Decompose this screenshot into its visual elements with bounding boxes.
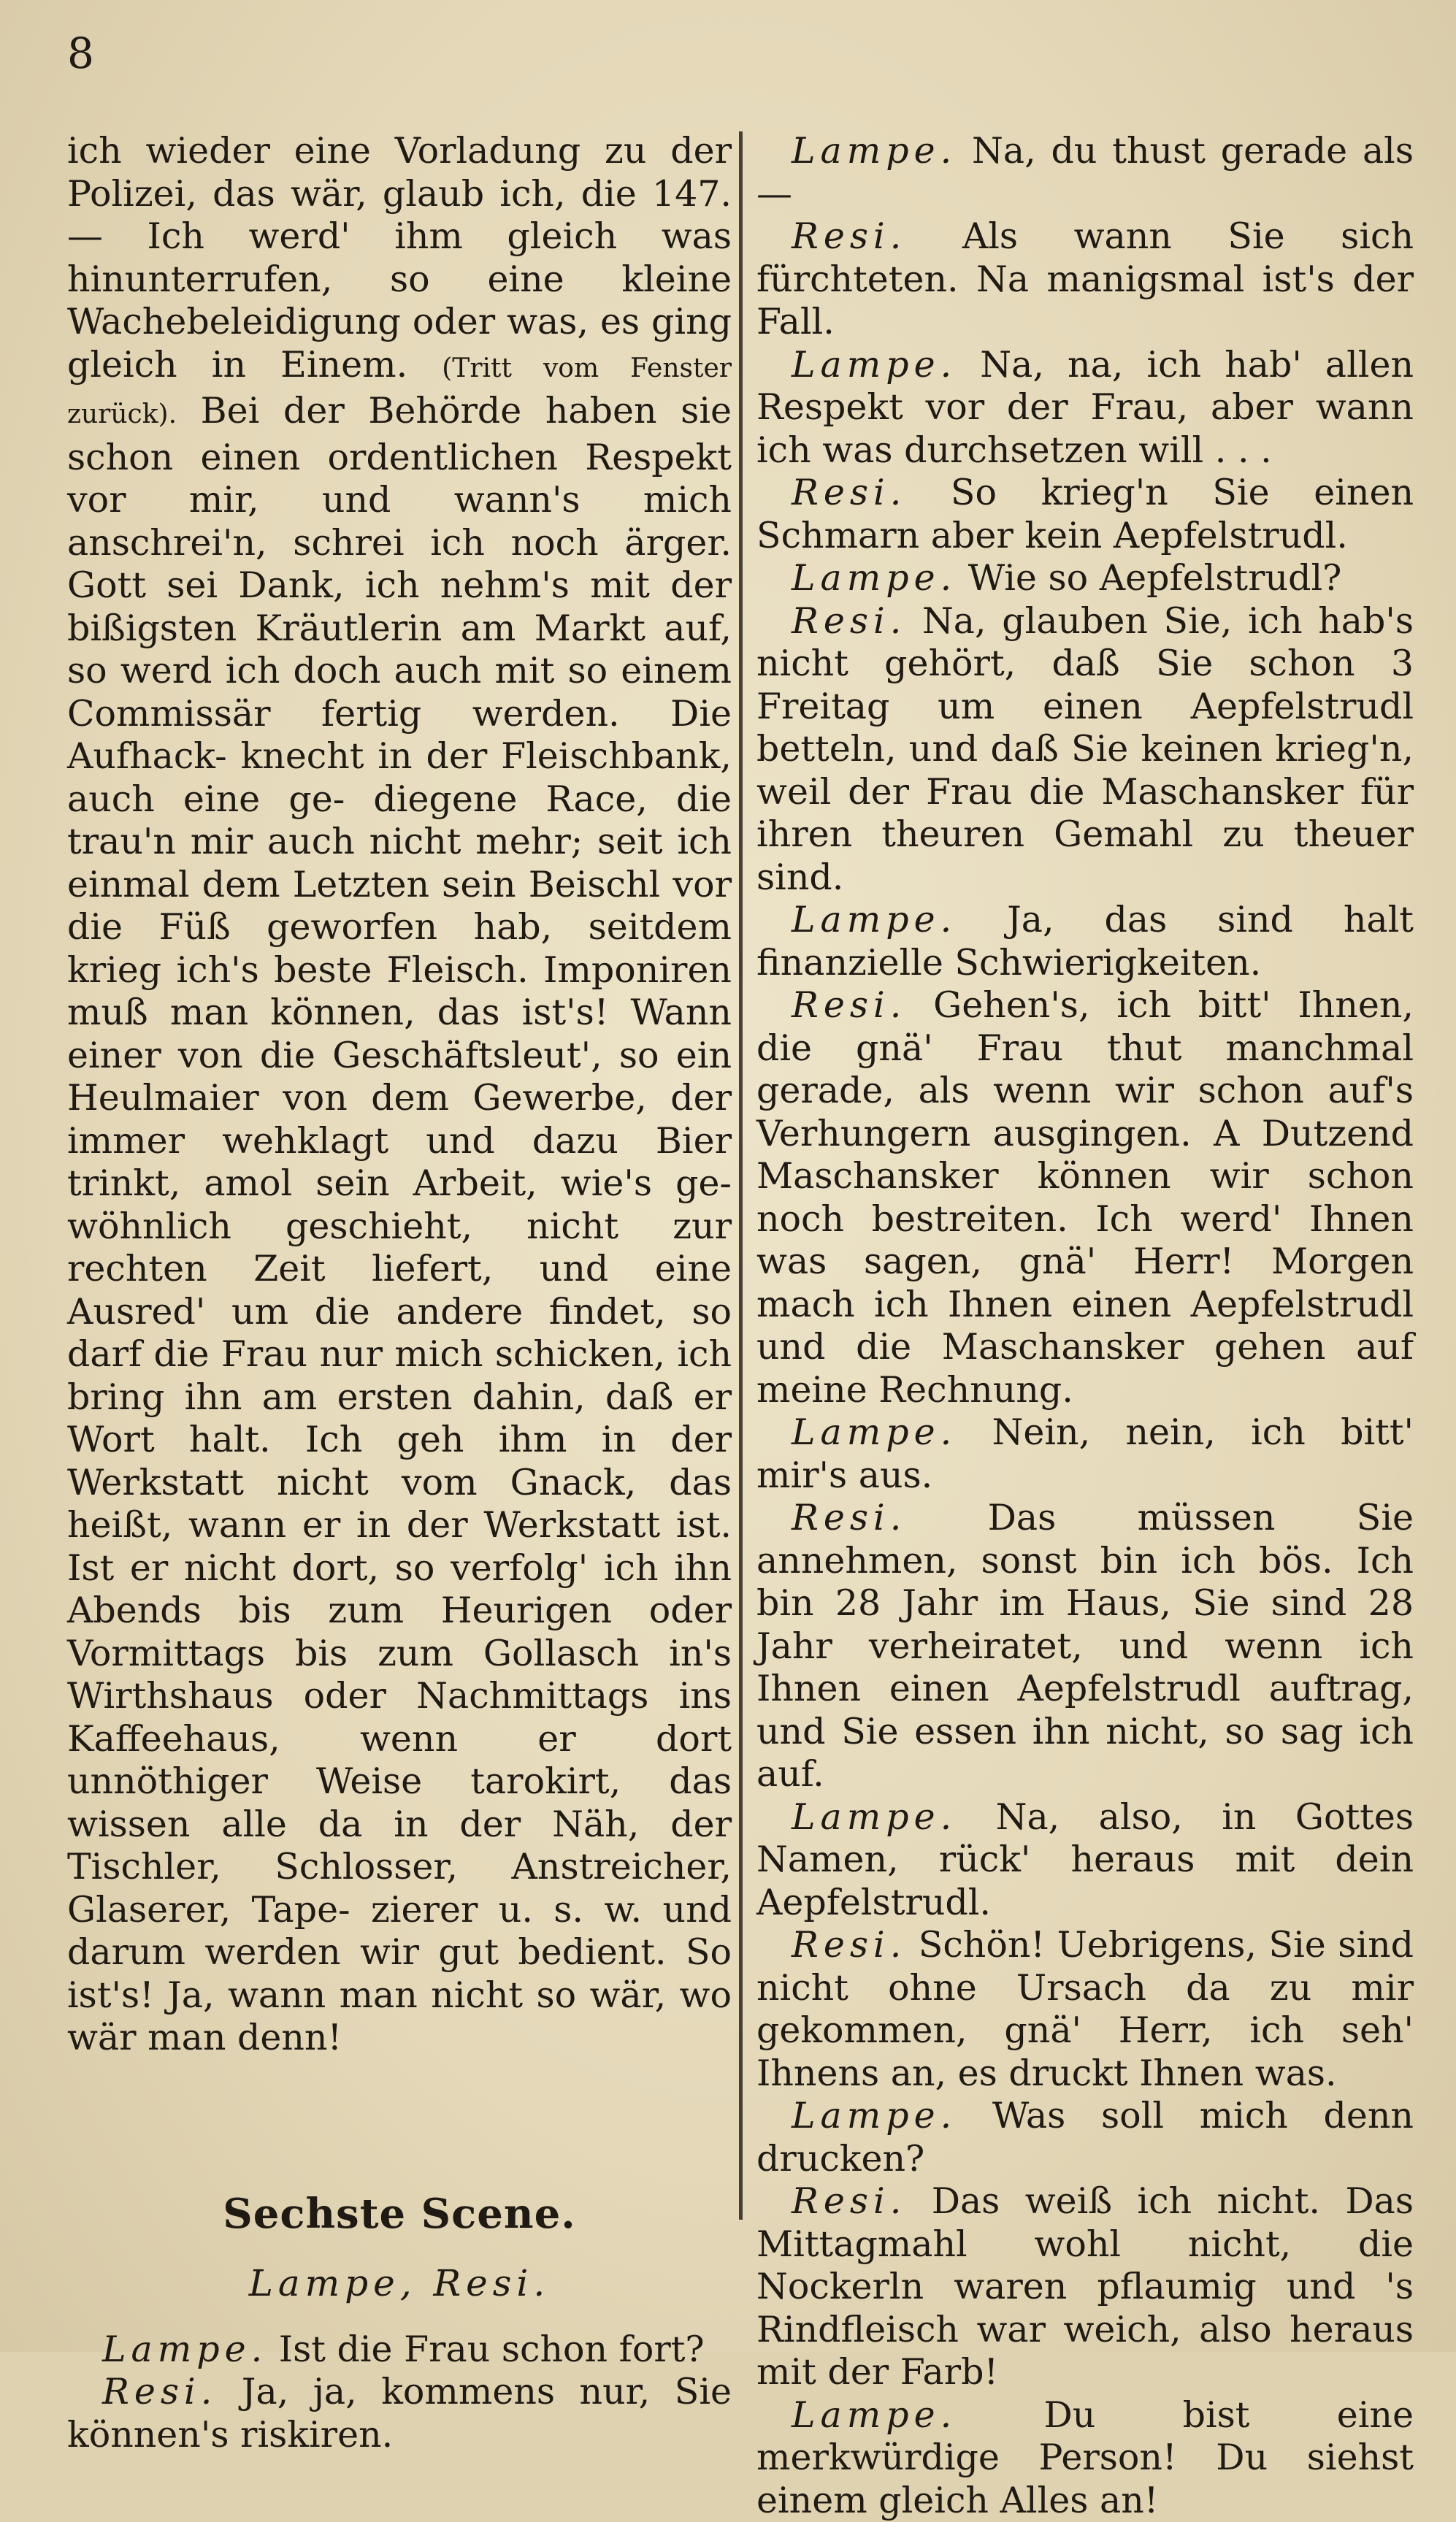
text-line: eine kleine Wachebeleidigung oder was, (67, 258, 732, 343)
page-number: 8 (67, 28, 95, 79)
dialogue-text: Das weiß ich nicht. Das Mittagmahl wohl nicht, die Nockerln waren pflaumig und 's Rindfleisch war weich, also heraus mit der Farb! (756, 2180, 1414, 2393)
dialogue-text: Als wann Sie sich fürchteten. Na manigsmal ist's der Fall. (756, 215, 1414, 342)
text-line: bis zum Heurigen oder Vormittags bis (67, 1590, 732, 1674)
speaker-name: Resi. (792, 215, 906, 257)
speaker-name: Lampe. (792, 1411, 957, 1453)
monologue-paragraph (67, 130, 732, 2060)
dialogue-text: Du bist eine merkwürdige Person! Du siehst einem gleich Alles an! (756, 2394, 1414, 2521)
speaker-name: Resi. (792, 1924, 906, 1966)
text-line: dort unnöthiger Weise tarokirt, das (67, 1718, 732, 1803)
dialogue-line (756, 472, 1414, 557)
dialogue-line (756, 1924, 1414, 2095)
text-line: Bei der Behörde haben sie schon (67, 390, 732, 478)
dialogue-line (756, 2394, 1414, 2522)
dialogue-text: Na, du thust gerade als — (756, 130, 1414, 215)
text-line: andere findet, so darf die Frau nur (67, 1291, 732, 1376)
speaker-name: Resi. (792, 472, 906, 513)
text-line: es ging gleich in Einem. (67, 301, 732, 386)
speaker-name: Lampe. (102, 2329, 267, 2370)
speaker-name: Lampe. (792, 130, 957, 172)
text-line: Zeit liefert, und eine Ausred' um die (67, 1248, 732, 1333)
text-line: Bier trinkt, amol sein Arbeit, wie's ge- (67, 1120, 732, 1205)
text-line: der bißigsten Kräutlerin am Markt auf, (67, 564, 732, 649)
text-line: mich schicken, ich bring ihn am ersten (67, 1333, 732, 1418)
speaker-name: Resi. (792, 600, 906, 642)
text-line: krieg ich's beste Fleisch. Imponiren muß (67, 949, 732, 1034)
speaker-name: Resi. (792, 984, 906, 1026)
dialogue-line (756, 215, 1414, 344)
dialogue-text: Ja, ja, kommens nur, Sie können's riskiren. (67, 2371, 732, 2456)
dialogue-text: Ist die Frau schon fort? (279, 2329, 705, 2370)
speaker-name: Lampe. (792, 344, 957, 386)
speaker-name: Resi. (792, 1497, 906, 1538)
dialogue-line (756, 899, 1414, 984)
text-line: wann's mich anschrei'n, schrei ich noch (67, 479, 732, 564)
text-line: werd' ihm gleich was hinunterrufen, so (67, 215, 732, 300)
text-line: Schlosser, Anstreicher, Glaserer, Tape- (67, 1846, 732, 1931)
dialogue-line (67, 2329, 732, 2372)
text-line: Gewerbe, der immer wehklagt und dazu (67, 1077, 732, 1162)
speaker-name: Resi. (792, 2180, 906, 2222)
dialogue-line (756, 984, 1414, 1411)
dialogue-line (756, 1411, 1414, 1497)
text-line: er nicht dort, so verfolg' ich ihn Abends (67, 1547, 732, 1632)
speaker-name: Lampe. (792, 899, 957, 940)
dialogue-line (67, 2371, 732, 2456)
text-line: zierer u. s. w. und darum werden wir (67, 1889, 732, 1974)
dialogue-line (756, 557, 1414, 600)
dialogue-line (756, 2095, 1414, 2180)
text-line: wissen alle da in der Näh, der Tischler, (67, 1804, 732, 1888)
dialogue-text: Schön! Uebrigens, Sie sind nicht ohne Ursach da zu mir gekommen, gnä' Herr, ich seh' Ihnens an, es druckt Ihnen was. (756, 1924, 1414, 2094)
dialogue-text: Na, glauben Sie, ich hab's nicht gehört, daß Sie schon 3 Freitag um einen Aepfelstrudl betteln, und daß Sie keinen krieg'n, weil der Frau die Maschansker für ihren theuren Gemahl zu theuer sind. (756, 600, 1414, 898)
text-line: Geschäftsleut', so ein Heulmaier von dem (67, 1035, 732, 1119)
right-column (756, 130, 1414, 2522)
dialogue-text: Was soll mich denn drucken? (756, 2095, 1414, 2180)
text-line: man können, das ist's! Wann einer von die (67, 992, 732, 1076)
text-line: nicht so wär, wo wär man denn! (67, 1974, 732, 2059)
speaker-name: Resi. (102, 2371, 217, 2412)
dialogue-text: Na, na, ich hab' allen Respekt vor der Frau, aber wann ich was durchsetzen will . . . (756, 344, 1414, 471)
dialogue-text: Das müssen Sie annehmen, sonst bin ich bös. Ich bin 28 Jahr im Haus, Sie sind 28 Jahr verheiratet, und wenn ich Ihnen einen Aepfelstrudl auftrag, und Sie essen ihn nicht, so sag ich auf. (756, 1497, 1414, 1795)
text-line: zum Gollasch in's Wirthshaus oder (67, 1633, 732, 1717)
dialogue-line (756, 1796, 1414, 1925)
dialogue-text: Ja, das sind halt finanzielle Schwierigkeiten. (756, 899, 1414, 984)
speaker-name: Lampe. (792, 2394, 957, 2436)
dialogue-line (756, 1497, 1414, 1796)
dialogue-text: Wie so Aepfelstrudl? (968, 557, 1342, 599)
text-line: knecht in der Fleischbank, auch eine ge- (67, 735, 732, 820)
scene-characters: Lampe, Resi. (67, 2260, 732, 2307)
dialogue-text: Na, also, in Gottes Namen, rück' heraus mit dein Aepfelstrudl. (756, 1796, 1414, 1923)
column-divider (739, 131, 743, 2220)
left-column (67, 130, 732, 2456)
speaker-name: Lampe. (792, 2095, 957, 2136)
text-line: in der Werkstatt nicht vom Gnack, das (67, 1419, 732, 1503)
text-line: dahin, daß er Wort halt. Ich geh ihm (67, 1376, 732, 1461)
stage-direction: (Tritt vom Fenster zurück). (67, 353, 732, 430)
text-line: ich wieder eine Vorladung zu der Polizei, (67, 130, 732, 215)
dialogue-line (756, 2180, 1414, 2394)
dialogue-line (756, 600, 1414, 900)
text-line: Nachmittags ins Kaffeehaus, wenn er (67, 1675, 732, 1760)
text-line: wöhnlich geschieht, nicht zur rechten (67, 1206, 732, 1290)
text-line: das wär, glaub ich, die 147. — Ich (67, 173, 732, 258)
text-line: so werd ich doch auch mit so einem (67, 650, 732, 691)
dialogue-line (756, 344, 1414, 472)
text-line: mehr; seit ich einmal dem Letzten sein (67, 821, 732, 905)
dialogue-text: So krieg'n Sie einen Schmarn aber kein Aepfelstrudl. (756, 472, 1414, 556)
text-line: heißt, wann er in der Werkstatt ist. Ist (67, 1504, 732, 1589)
dialogue-text: Gehen's, ich bitt' Ihnen, die gnä' Frau thut manchmal gerade, als wenn wir schon auf's Verhungern ausgingen. A Dutzend Maschansker können wir schon noch bestreiten. Ich werd' Ihnen was sagen, gnä' Herr! Morgen mach ich Ihnen einen Aepfelstrudl und die Maschansker gehen auf meine Rechnung. (756, 984, 1414, 1411)
dialogue-line (756, 130, 1414, 215)
dialogue-text: Nein, nein, ich bitt' mir's aus. (756, 1411, 1414, 1496)
text-line: diegene Race, die trau'n mir auch nicht (67, 778, 732, 863)
text-line: Commissär fertig werden. Die Aufhack- (67, 693, 732, 778)
speaker-name: Lampe. (792, 1796, 957, 1838)
text-line: einen ordentlichen Respekt vor mir, und (67, 437, 732, 521)
text-line: ärger. Gott sei Dank, ich nehm's mit (67, 522, 732, 607)
scene-heading: Sechste Scene. (67, 2188, 732, 2239)
speaker-name: Lampe. (792, 557, 957, 599)
text-line: Beischl vor die Füß geworfen hab, seitdem (67, 864, 732, 948)
text-line: gut bedient. So ist's! Ja, wann man (67, 1931, 732, 2016)
